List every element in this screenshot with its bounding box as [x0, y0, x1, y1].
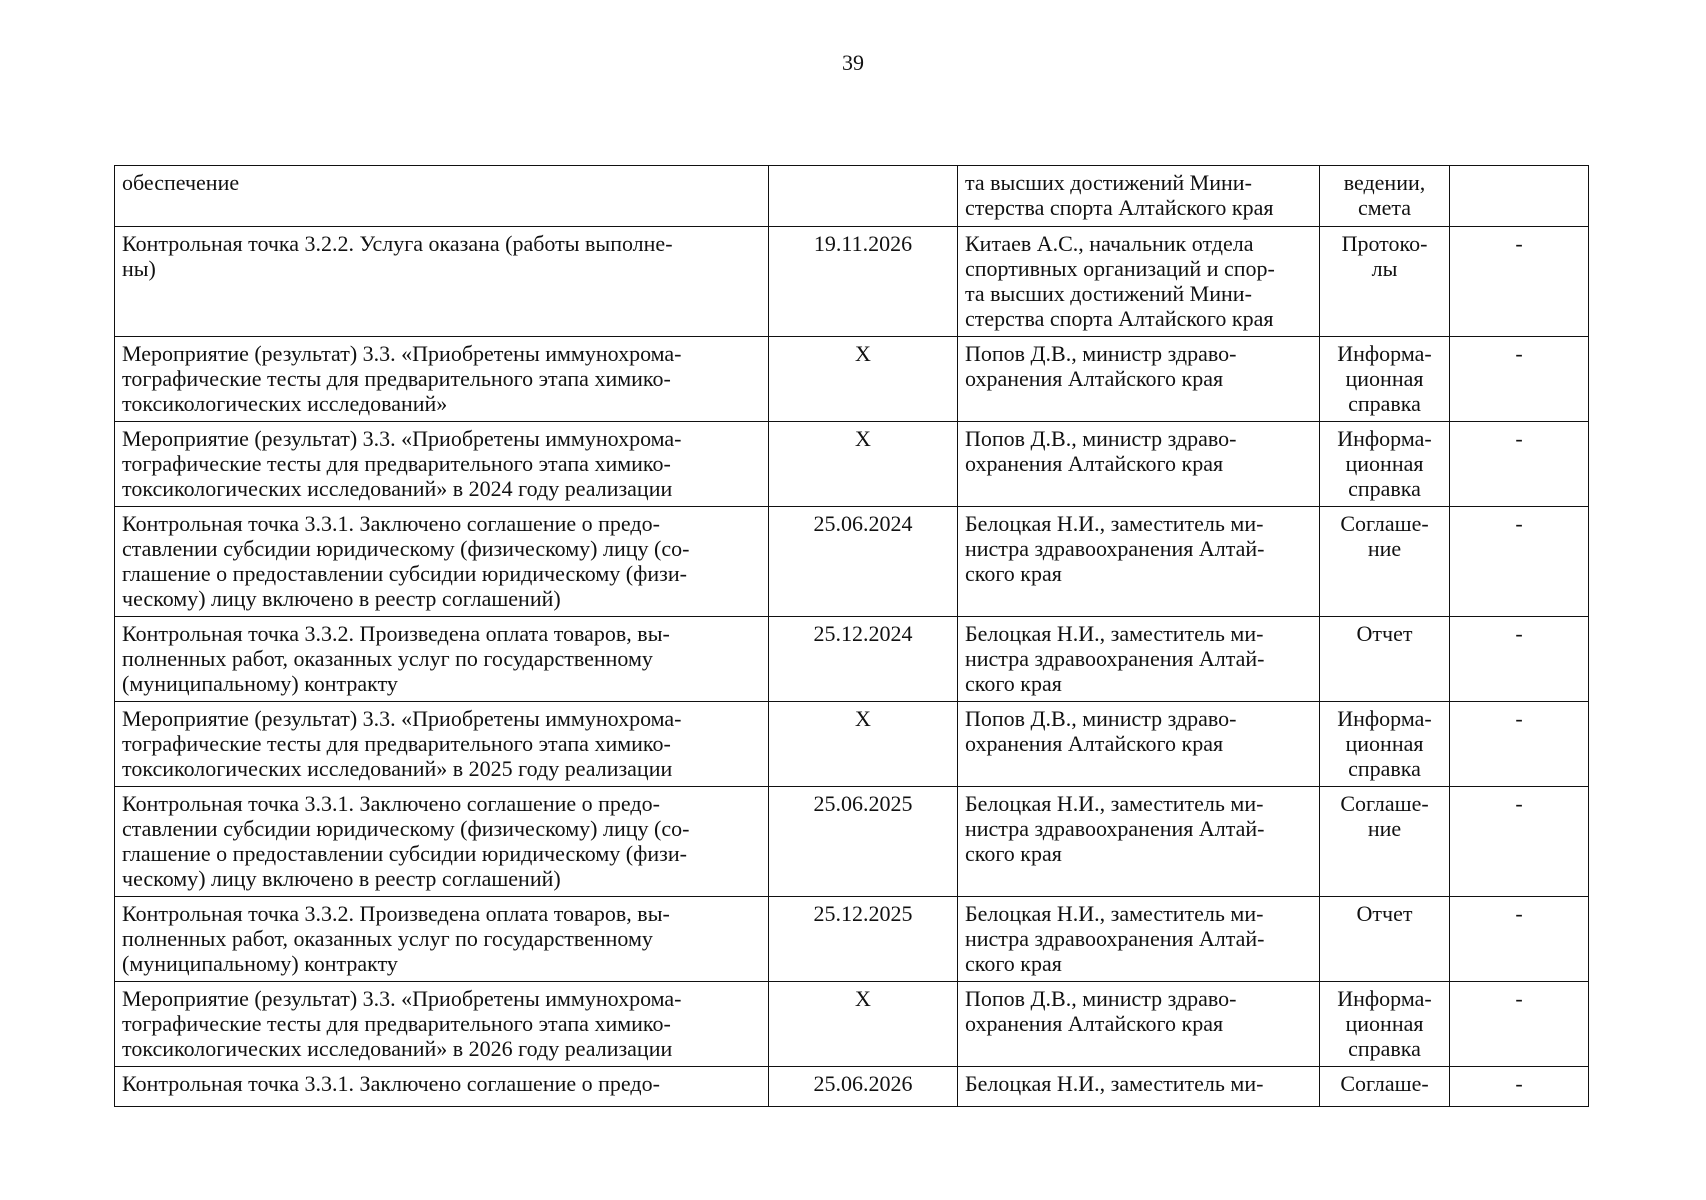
- responsible-person-cell: Белоцкая Н.И., заместитель ми- нистра здравоохранения Алтай- ского края: [958, 787, 1320, 897]
- deadline-cell: 25.06.2025: [769, 787, 958, 897]
- event-description-cell: Контрольная точка 3.3.1. Заключено соглашение о предо- ставлении субсидии юридическому (физическому) лицу (со- глашение о предоставлении субсидии юридическому (физи- ческому) лицу включено в реестр соглашений): [115, 507, 769, 617]
- deadline-cell: X: [769, 702, 958, 787]
- responsible-person-cell: Попов Д.В., министр здраво- охранения Алтайского края: [958, 982, 1320, 1067]
- responsible-person-cell: Попов Д.В., министр здраво- охранения Алтайского края: [958, 422, 1320, 507]
- note-cell: [1450, 166, 1589, 227]
- note-cell: -: [1450, 227, 1589, 337]
- table-row: [115, 702, 1589, 787]
- responsible-person-cell: Белоцкая Н.И., заместитель ми- нистра здравоохранения Алтай- ского края: [958, 507, 1320, 617]
- responsible-person-cell: Белоцкая Н.И., заместитель ми- нистра здравоохранения Алтай- ского края: [958, 897, 1320, 982]
- note-cell: -: [1450, 617, 1589, 702]
- document-type-cell: Информа- ционная справка: [1320, 422, 1450, 507]
- responsible-person-cell: Белоцкая Н.И., заместитель ми- нистра здравоохранения Алтай- ского края: [958, 617, 1320, 702]
- responsible-person-cell: Попов Д.В., министр здраво- охранения Алтайского края: [958, 337, 1320, 422]
- document-type-cell: Информа- ционная справка: [1320, 702, 1450, 787]
- event-description-cell: Контрольная точка 3.3.2. Произведена оплата товаров, вы- полненных работ, оказанных услуг по государственному (муниципальному) контракту: [115, 617, 769, 702]
- note-cell: -: [1450, 787, 1589, 897]
- deadline-cell: X: [769, 982, 958, 1067]
- document-type-cell: Отчет: [1320, 897, 1450, 982]
- deadline-cell: 25.06.2024: [769, 507, 958, 617]
- page-number: 39: [842, 50, 864, 75]
- table-row: [115, 1067, 1589, 1107]
- deadline-cell: X: [769, 337, 958, 422]
- deadline-cell: 25.06.2026: [769, 1067, 958, 1107]
- note-cell: -: [1450, 422, 1589, 507]
- table-row: [115, 617, 1589, 702]
- responsible-person-cell: Китаев А.С., начальник отдела спортивных организаций и спор- та высших достижений Мини- стерства спорта Алтайского края: [958, 227, 1320, 337]
- document-type-cell: ведении, смета: [1320, 166, 1450, 227]
- event-description-cell: Контрольная точка 3.3.1. Заключено соглашение о предо-: [115, 1067, 769, 1107]
- event-description-cell: Контрольная точка 3.2.2. Услуга оказана (работы выполне- ны): [115, 227, 769, 337]
- event-description-cell: Мероприятие (результат) 3.3. «Приобретены иммунохрома- тографические тесты для предварительного этапа химико- токсикологических исследований»: [115, 337, 769, 422]
- note-cell: -: [1450, 702, 1589, 787]
- document-type-cell: Соглаше- ние: [1320, 787, 1450, 897]
- event-description-cell: Мероприятие (результат) 3.3. «Приобретены иммунохрома- тографические тесты для предварительного этапа химико- токсикологических исследований» в 2025 году реализации: [115, 702, 769, 787]
- event-description-cell: обеспечение: [115, 166, 769, 227]
- responsible-person-cell: та высших достижений Мини- стерства спорта Алтайского края: [958, 166, 1320, 227]
- plan-table: [114, 165, 1589, 1107]
- table-row: [115, 787, 1589, 897]
- note-cell: -: [1450, 982, 1589, 1067]
- event-description-cell: Мероприятие (результат) 3.3. «Приобретены иммунохрома- тографические тесты для предварительного этапа химико- токсикологических исследований» в 2026 году реализации: [115, 982, 769, 1067]
- document-type-cell: Соглаше- ние: [1320, 507, 1450, 617]
- document-type-cell: Информа- ционная справка: [1320, 982, 1450, 1067]
- plan-table-body: [115, 166, 1589, 1107]
- document-type-cell: Отчет: [1320, 617, 1450, 702]
- deadline-cell: 25.12.2025: [769, 897, 958, 982]
- note-cell: -: [1450, 337, 1589, 422]
- document-type-cell: Информа- ционная справка: [1320, 337, 1450, 422]
- deadline-cell: [769, 166, 958, 227]
- table-row: [115, 507, 1589, 617]
- responsible-person-cell: Белоцкая Н.И., заместитель ми-: [958, 1067, 1320, 1107]
- document-type-cell: Соглаше-: [1320, 1067, 1450, 1107]
- table-row: [115, 227, 1589, 337]
- table-row: [115, 897, 1589, 982]
- table-row: [115, 982, 1589, 1067]
- responsible-person-cell: Попов Д.В., министр здраво- охранения Алтайского края: [958, 702, 1320, 787]
- table-row: [115, 166, 1589, 227]
- document-type-cell: Протоко- лы: [1320, 227, 1450, 337]
- event-description-cell: Контрольная точка 3.3.1. Заключено соглашение о предо- ставлении субсидии юридическому (физическому) лицу (со- глашение о предоставлении субсидии юридическому (физи- ческому) лицу включено в реестр соглашений): [115, 787, 769, 897]
- event-description-cell: Мероприятие (результат) 3.3. «Приобретены иммунохрома- тографические тесты для предварительного этапа химико- токсикологических исследований» в 2024 году реализации: [115, 422, 769, 507]
- table-row: [115, 337, 1589, 422]
- event-description-cell: Контрольная точка 3.3.2. Произведена оплата товаров, вы- полненных работ, оказанных услуг по государственному (муниципальному) контракту: [115, 897, 769, 982]
- note-cell: -: [1450, 897, 1589, 982]
- note-cell: -: [1450, 507, 1589, 617]
- deadline-cell: 19.11.2026: [769, 227, 958, 337]
- deadline-cell: 25.12.2024: [769, 617, 958, 702]
- note-cell: -: [1450, 1067, 1589, 1107]
- table-row: [115, 422, 1589, 507]
- deadline-cell: X: [769, 422, 958, 507]
